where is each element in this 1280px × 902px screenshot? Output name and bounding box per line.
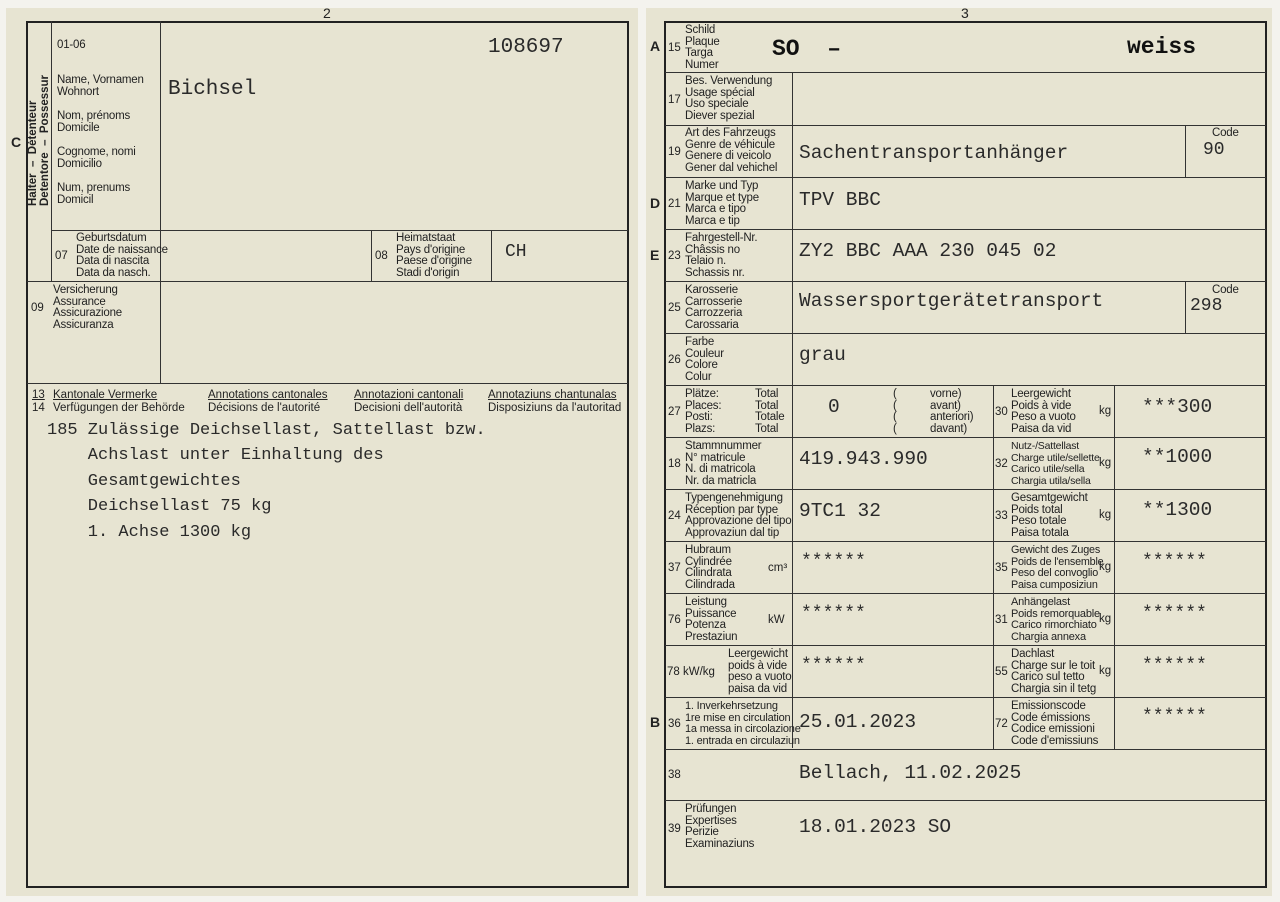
remark-line: Achslast unter Einhaltung des [47,446,384,465]
power-weight-label: Leergewicht poids à vide peso a vuoto paisa da vid [728,648,792,695]
seats-value: 0 [828,396,840,418]
body-code-label: Code [1212,284,1239,296]
holder-name-label-fr: Nom, prénoms Domicile [57,110,131,134]
seats-paren-label: ( ( ( ( [893,388,897,435]
displacement-unit: cm³ [768,562,788,574]
holder-vertical-label: Halter – Détenteur Detentore – Possessur [27,74,51,206]
remark-line: Gesamtgewichtes [47,472,241,491]
trailer-load-unit: kg [1099,613,1112,625]
origin-value: CH [505,242,527,262]
plate-num: 15 [668,42,681,54]
total-weight-label: Gesamtgewicht Poids total Peso totale Paisa totala [1011,492,1088,539]
payload-value: **1000 [1142,446,1213,468]
trailer-load-label: Anhängelast Poids remorquable Carico rimorchiato Chargia annexa [1011,596,1100,643]
section-letter-b: B [650,714,661,730]
section-letter-c: C [11,134,22,150]
color-label: Farbe Couleur Colore Colur [685,336,724,383]
seats-front-label: vorne) avant) anteriori) davant) [930,388,974,435]
power-label: Leistung Puissance Potenza Prestaziun [685,596,738,643]
payload-unit: kg [1099,457,1112,469]
roof-load-num: 55 [995,666,1008,678]
anno-num-13: 13 [32,389,45,401]
payload-num: 32 [995,458,1008,470]
section-letter-a: A [650,38,661,54]
make-num: 21 [668,198,681,210]
plate-value: SO – [772,36,842,62]
holder-name: Bichsel [168,78,257,101]
field-01-06: 01-06 [57,39,86,51]
section-letter-e: E [650,247,660,263]
remark-line: 185 Zulässige Deichsellast, Sattellast bzw. [47,421,486,440]
first-registration-num: 36 [668,718,681,730]
empty-weight-unit: kg [1099,405,1112,417]
displacement-value: ****** [801,552,866,572]
trailer-load-value: ****** [1142,604,1207,624]
remark-line: 1. Achse 1300 kg [47,523,252,542]
anno-col4-a: Annotaziuns chantunalas [488,389,617,401]
roof-load-label: Dachlast Charge sur le toit Carico sul tetto Chargia sin il tetg [1011,648,1097,695]
seats-num: 27 [668,406,681,418]
usage-label: Bes. Verwendung Usage spécial Uso speciale Diever spezial [685,75,773,122]
kind-value: Sachentransportanhänger [799,142,1069,164]
empty-weight-num: 30 [995,406,1008,418]
train-weight-num: 35 [995,562,1008,574]
first-registration-label: 1. Inverkehrsetzung 1re mise en circulation 1a messa in circolazione 1. entrada en circulaziun [685,700,801,747]
inspections-value: 18.01.2023 SO [799,816,952,838]
roof-load-value: ****** [1142,656,1207,676]
make-label: Marke und Typ Marque et type Marca e tipo Marca e tip [685,180,759,227]
empty-weight-value: ***300 [1142,396,1213,418]
place-date-num: 38 [668,769,681,781]
usage-num: 17 [668,94,681,106]
make-value: TPV BBC [799,189,881,211]
empty-weight-label: Leergewicht Poids à vide Peso a vuoto Paisa da vid [1011,388,1076,435]
power-weight-value: ****** [801,656,866,676]
matriculation-num: 18 [668,458,681,470]
power-value: ****** [801,604,866,624]
displacement-label: Hubraum Cylindrée Cilindrata Cilindrada [685,544,735,591]
inspections-label: Prüfungen Expertises Perizie Examinaziuns [685,803,755,850]
origin-label: Heimatstaat Pays d'origine Paese d'origine Stadi d'origin [396,232,472,279]
displacement-num: 37 [668,562,681,574]
power-unit: kW [768,614,785,626]
train-weight-value: ****** [1142,552,1207,572]
holder-name-label-rm: Num, prenums Domicil [57,182,131,206]
kind-label: Art des Fahrzeugs Genre de véhicule Genere di veicolo Gener dal vehichel [685,127,778,174]
color-value: grau [799,344,846,366]
insurance-label: Versicherung Assurance Assicurazione Assicuranza [53,284,122,331]
emission-num: 72 [995,718,1008,730]
total-weight-num: 33 [995,510,1008,522]
train-weight-label: Gewicht des Zuges Poids de l'ensemble Peso del convoglio Paisa cumposiziun [1011,544,1104,591]
holder-name-label-it: Cognome, nomi Domicilio [57,146,136,170]
inspections-num: 39 [668,823,681,835]
kind-code-label: Code [1212,127,1239,139]
total-weight-value: **1300 [1142,499,1213,521]
emission-label: Emissionscode Code émissions Codice emissioni Code d'emissiuns [1011,700,1099,747]
anno-col1-a: Kantonale Vermerke [53,389,158,401]
power-weight-num: 78 kW/kg [667,666,715,678]
page-number-left: 2 [323,5,331,21]
color-num: 26 [668,354,681,366]
anno-col2-a: Annotations cantonales [208,389,328,401]
body-num: 25 [668,302,681,314]
seats-total-label: Total Total Totale Total [755,388,785,435]
place-date-value: Bellach, 11.02.2025 [799,762,1022,784]
power-num: 76 [668,614,681,626]
emission-value: ****** [1142,707,1207,727]
roof-load-unit: kg [1099,665,1112,677]
chassis-num: 23 [668,250,681,262]
page-number-right: 3 [961,5,969,21]
plate-label: Schild Plaque Targa Numer [685,24,720,71]
first-registration-value: 25.01.2023 [799,711,917,733]
anno-col1-b: Verfügungen der Behörde [53,402,185,414]
train-weight-unit: kg [1099,561,1112,573]
anno-col4-b: Disposiziuns da l'autoritad [488,402,622,414]
body-value: Wassersportgerätetransport [799,290,1104,312]
matriculation-label: Stammnummer N° matricule N. di matricola Nr. da matricla [685,440,762,487]
holder-number: 108697 [488,36,564,59]
type-approval-value: 9TC1 32 [799,500,881,522]
kind-code-value: 90 [1203,140,1225,160]
anno-num-14: 14 [32,402,45,414]
total-weight-unit: kg [1099,509,1112,521]
chassis-label: Fahrgestell-Nr. Châssis no Telaio n. Schassis nr. [685,232,758,279]
matriculation-value: 419.943.990 [799,448,928,470]
payload-label: Nutz-/Sattellast Charge utile/sellette Carico utile/sella Chargia utila/sella [1011,440,1100,487]
anno-col3-a: Annotazioni cantonali [354,389,464,401]
chassis-value: ZY2 BBC AAA 230 045 02 [799,240,1057,262]
kind-num: 19 [668,146,681,158]
body-label: Karosserie Carrosserie Carrozzeria Carossaria [685,284,743,331]
remark-line: Deichsellast 75 kg [47,497,272,516]
body-code-value: 298 [1190,296,1223,316]
anno-col2-b: Décisions de l'autorité [208,402,321,414]
origin-num: 08 [375,250,388,262]
section-letter-d: D [650,195,661,211]
seats-label: Plätze: Places: Posti: Plazs: [685,388,722,435]
anno-col3-b: Decisioni dell'autorità [354,402,463,414]
birth-num: 07 [55,250,68,262]
holder-name-label-de: Name, Vornamen Wohnort [57,74,144,98]
birth-label: Geburtsdatum Date de naissance Data di nascita Data da nasch. [76,232,168,279]
plate-color-value: weiss [1127,34,1197,60]
type-approval-label: Typengenehmigung Réception par type Approvazione del tipo Approvaziun dal tip [685,492,792,539]
insurance-num: 09 [31,302,44,314]
trailer-load-num: 31 [995,614,1008,626]
type-approval-num: 24 [668,510,681,522]
